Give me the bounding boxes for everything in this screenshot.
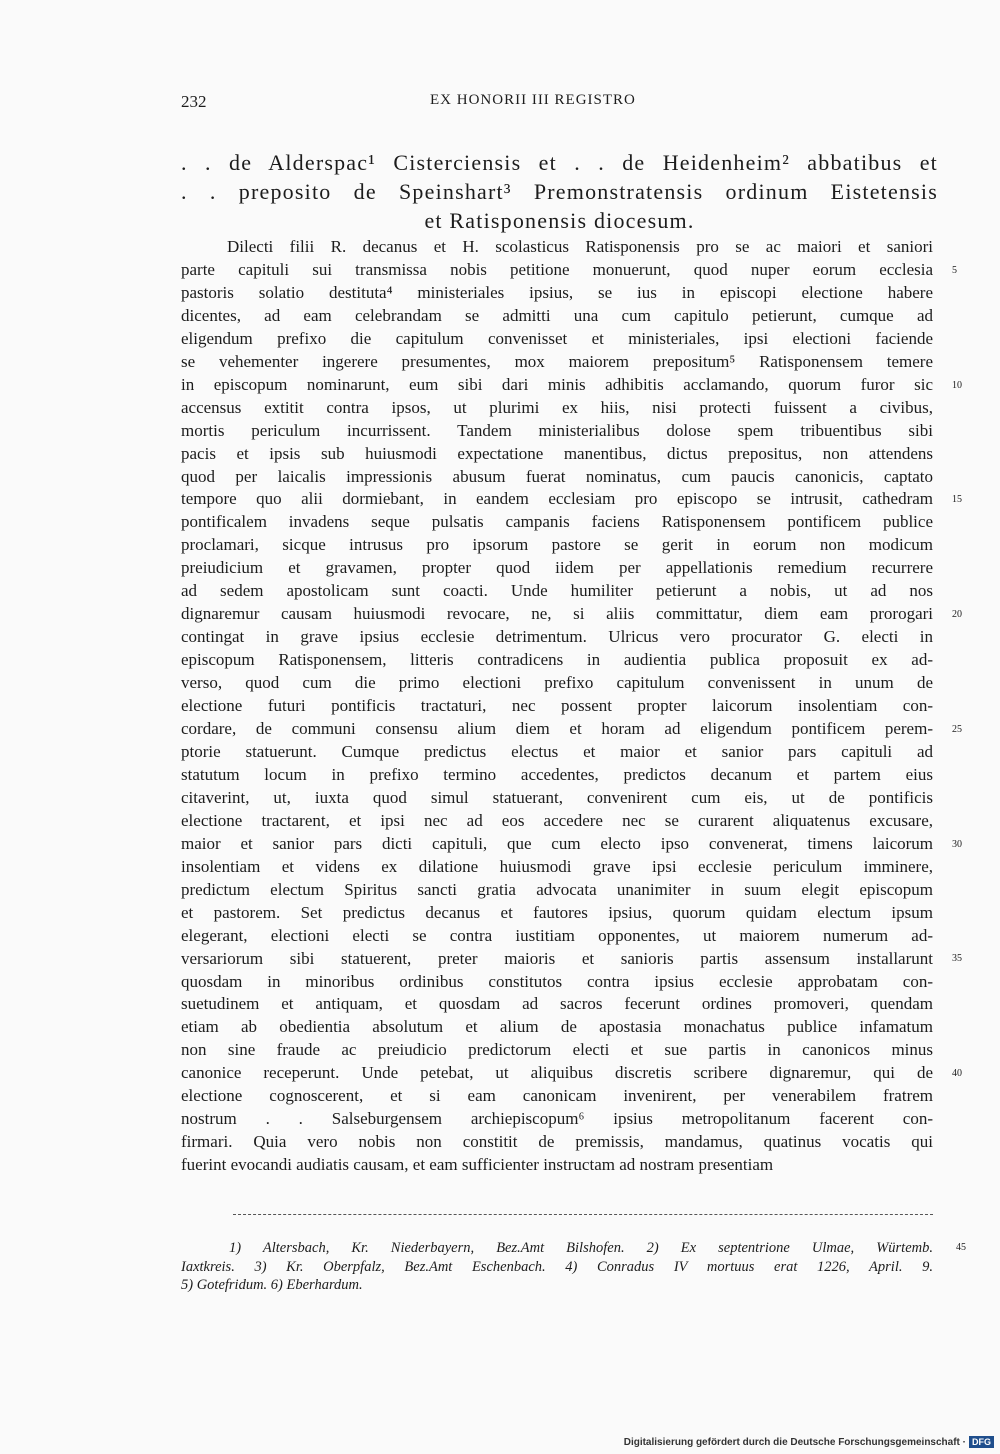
body-line: maior et sanior pars dicti capituli, que cum electo ipso convenerat, timens laicorum [181, 833, 933, 853]
footnote-separator [233, 1214, 933, 1215]
body-line: eligendum prefixo die capitulum convenisset et ministeriales, ipsi electioni faciende [181, 328, 933, 348]
body-line: predictum electum Spiritus sancti gratia advocata unanimiter in suum elegit episcopum [181, 879, 933, 899]
margin-line-number: 10 [952, 379, 962, 391]
margin-line-number: 5 [952, 264, 957, 276]
body-line: citaverint, ut, iuxta quod simul statuerant, convenirent cum eis, ut de pontificis [181, 787, 933, 807]
footnotes [181, 1239, 933, 1295]
document-title [181, 148, 938, 235]
title-line-1: . . de Alderspac¹ Cisterciensis et . . de Heidenheim² abbatibus et [181, 150, 938, 175]
body-line: statutum locum in prefixo termino accedentes, predictos decanum et partem eius [181, 764, 933, 784]
body-line: fuerint evocandi audiatis causam, et eam sufficienter instructam ad nostram presentiam [181, 1155, 774, 1175]
body-line: electione tractarent, et ipsi nec ad eos accedere nec se curarent aliquatenus excusare, [181, 810, 933, 830]
body-line: electione cognoscerent, et si eam canonicam invenirent, per venerabilem fratrem [181, 1086, 933, 1106]
footnote-line: 1) Altersbach, Kr. Niederbayern, Bez.Amt Bilshofen. 2) Ex septentrione Ulmae, Würtemb. [229, 1240, 933, 1256]
body-line: se vehementer ingerere presumentes, mox maiorem prepositum⁵ Ratisponensem temere [181, 351, 933, 371]
running-head: EX HONORII III REGISTRO [430, 92, 636, 108]
margin-line-number: 30 [952, 838, 962, 850]
body-line: pacis et ipsis sub huiusmodi expectatione manentibus, dictus prepositus, non attendens [181, 443, 933, 463]
title-line-2: . . preposito de Speinshart³ Premonstratensis ordinum Eistetensis [181, 179, 938, 204]
body-line: elegerant, electioni electi se contra iustitiam opponentes, ut maiorem numerum ad- [181, 925, 933, 945]
body-line: dignaremur causam huiusmodi revocare, ne, si aliis committatur, diem eam prorogari [181, 604, 933, 624]
body-line: non sine fraude ac preiudicio predictorum electi et sue partis in canonicos minus [181, 1040, 933, 1060]
page-number: 232 [181, 92, 207, 111]
body-line: dicentes, ad eam celebrandam se admitti una cum capitulo petierunt, cumque ad [181, 305, 933, 325]
margin-line-number: 35 [952, 953, 962, 965]
body-line: ad sedem apostolicam sunt coacti. Unde humiliter petierunt a nobis, ut ad nos [181, 581, 933, 601]
footnote-line: 5) Gotefridum. 6) Eberhardum. [181, 1277, 363, 1293]
body-line: etiam ab obedientia absolutum et alium de apostasia monachatus publice infamatum [181, 1017, 933, 1037]
body-line: contingat in grave ipsius ecclesie detrimentum. Ulricus vero procurator G. electi in [181, 627, 933, 647]
body-line: mortis periculum incurrissent. Tandem ministerialibus dolose spem tribuentibus sibi [181, 420, 933, 440]
body-line: canonice receperunt. Unde petebat, ut aliquibus discretis scribere dignaremur, qui de [181, 1063, 933, 1083]
body-line: parte capituli sui transmissa nobis petitione monuerunt, quod nuper eorum ecclesia [181, 259, 933, 279]
body-line: electione futuri pontificis tractaturi, nec possent propter laicorum insolentiam con- [181, 696, 933, 716]
body-line: quod per laicalis impressionis abusum fuerat nominatus, cum paucis canonicis, captato [181, 466, 933, 486]
watermark-text: Digitalisierung gefördert durch die Deutsche Forschungsgemeinschaft · [623, 1436, 966, 1448]
body-line: firmari. Quia vero nobis non constitit de premissis, mandamus, quatinus vocatis qui [181, 1132, 933, 1152]
body-line: insolentiam et videns ex dilatione huiusmodi grave ipsi ecclesie periculum imminere, [181, 856, 933, 876]
body-line: et pastorem. Set predictus decanus et fautores ipsius, quorum quidam electum ipsum [181, 902, 933, 922]
margin-line-number: 15 [952, 494, 962, 506]
body-line: pontificalem invadens seque pulsatis campanis faciens Ratisponensem pontificem publice [181, 512, 933, 532]
body-line: tempore quo alii dormiebant, in eandem ecclesiam pro episcopo se intrusit, cathedram [181, 489, 933, 509]
body-line: verso, quod cum die primo electioni prefixo capitulum convenissent in unum de [181, 673, 933, 693]
dfg-logo: DFG [969, 1436, 994, 1448]
body-line: accensus extitit contra ipsos, ut plurimi ex hiis, nisi protecti fuissent a civibus, [181, 397, 933, 417]
margin-line-number: 25 [952, 723, 962, 735]
body-line: episcopum Ratisponensem, litteris contradicens in audientia publica proposuit ex ad- [181, 650, 933, 670]
body-line: in episcopum nominarunt, eum sibi dari minis adhibitis acclamando, quorum furor sic [181, 374, 933, 394]
body-line: proclamari, sicque intrusus pro ipsorum pastore se gerit in eorum non modicum [181, 535, 933, 555]
footnote-line-number: 45 [956, 1242, 966, 1253]
margin-line-number: 40 [952, 1068, 962, 1080]
digitization-watermark [624, 1436, 994, 1448]
body-line: Dilecti filii R. decanus et H. scolasticus Ratisponensis pro se ac maiori et saniori [227, 237, 933, 256]
body-line: cordare, de communi consensu alium diem et horam ad eligendum pontificem perem- [181, 719, 933, 739]
body-line: preiudicium et gravamen, propter quod iidem per appellationis remedium recurrere [181, 558, 933, 578]
body-line: ptorie statuerunt. Cumque predictus electus et maior et sanior pars capituli ad [181, 741, 933, 761]
body-line: pastoris solatio destituta⁴ ministeriales ipsius, se ius in episcopi electione habere [181, 282, 933, 302]
body-line: quosdam in minoribus ordinibus constitutos contra ipsius ecclesie approbatam con- [181, 971, 933, 991]
title-line-3: et Ratisponensis diocesum. [424, 208, 695, 233]
body-text [181, 236, 933, 1177]
body-line: suetudinem et antiquam, et quosdam ad sacros fecerunt ordines promoveri, quendam [181, 994, 933, 1014]
body-line: nostrum . . Salseburgensem archiepiscopum⁶ ipsius metropolitanum facerent con- [181, 1109, 933, 1129]
body-line: versariorum sibi statuerent, preter maioris et sanioris partis assensum installarunt [181, 948, 933, 968]
footnote-line: Iaxtkreis. 3) Kr. Oberpfalz, Bez.Amt Eschenbach. 4) Conradus IV mortuus erat 1226, April. 9. [181, 1258, 933, 1275]
margin-line-number: 20 [952, 609, 962, 621]
